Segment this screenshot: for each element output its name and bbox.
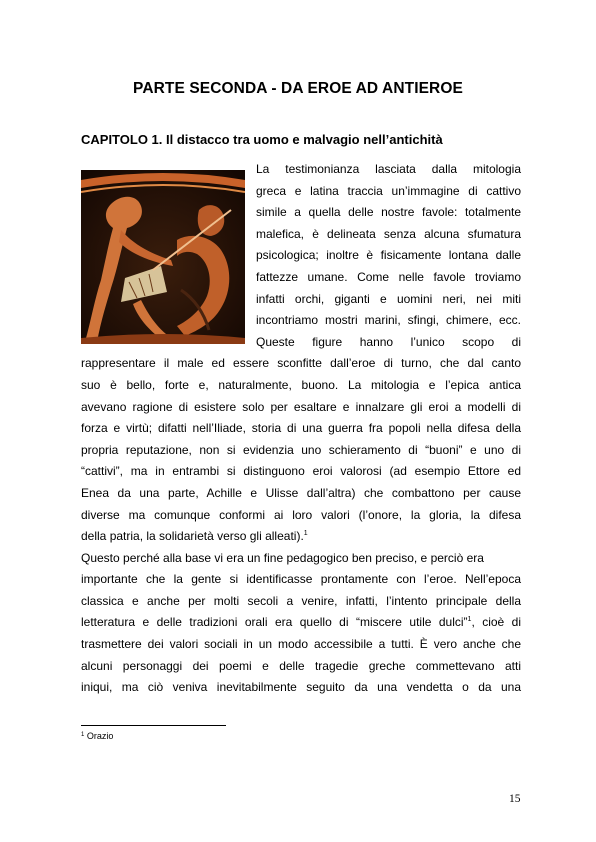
footnote (81, 731, 113, 741)
text-line: forza e virtù; difatti nell’Iliade, storia di una guerra fra popoli nella difesa della (81, 421, 521, 436)
body-text (81, 159, 521, 699)
text-line: trasmettere dei valori sociali in un modo accessibile a tutti. È vero anche che (81, 637, 521, 652)
text-line: rappresentare il male ed essere sconfitte dall’eroe di turno, che dal canto (81, 356, 521, 371)
text-line: La testimonianza lasciata dalla mitologia (256, 162, 521, 176)
part-title: PARTE SECONDA - DA EROE AD ANTIEROE (133, 80, 463, 97)
text-segment: della patria, la solidarietà verso gli alleati). (81, 529, 304, 544)
text-line: malefica, è delineata senza alcuna sfumatura (256, 226, 521, 241)
text-line: alcuni personaggi dei poemi e delle tragedie greche commettevano atti (81, 658, 521, 673)
footnote-separator (81, 725, 226, 726)
text-line: greca e latina traccia un’immagine di cattivo (256, 183, 521, 198)
text-line: psicologica; inoltre è fisicamente lontana dalle (256, 248, 521, 263)
footnote-text: Orazio (86, 731, 114, 741)
footnote-reference: 1 (467, 616, 472, 624)
text-line (81, 612, 521, 634)
text-line (81, 526, 521, 548)
text-line: “cattivi”, ma in entrambi si distinguono eroi valorosi (ad esempio Ettore ed (81, 464, 521, 479)
text-line: fattezze umane. Come nelle favole troviamo (256, 269, 521, 284)
text-segment: letteratura e delle tradizioni orali era quello di “miscere utile dulci” (81, 615, 468, 630)
text-line: suo è bello, forte e, naturalmente, buono. La mitologia e l’epica antica (81, 377, 521, 392)
text-line: iniqui, ma ciò veniva inevitabilmente seguito da una vendetta o da una (81, 680, 521, 695)
text-segment: , cioè di (471, 615, 521, 630)
text-line: Enea da una parte, Achille e Ulisse dall’altra) che combattono per cause (81, 485, 521, 500)
text-line: avevano ragione di esistere solo per esaltare e innalzare gli eroi a modelli di (81, 399, 521, 414)
text-line: simile a quella delle nostre favole: totalmente (256, 205, 521, 220)
text-line: incontriamo mostri marini, sfingi, chimere, ecc. (256, 313, 521, 328)
footnote-reference: 1 (303, 530, 308, 538)
text-line: Queste figure hanno l’unico scopo di (256, 334, 521, 349)
text-line: propria reputazione, non si evidenzia uno schieramento di “buoni” e uno di (81, 442, 521, 457)
text-line: infatti orchi, giganti e uomini neri, nei miti (256, 291, 521, 306)
text-line: Questo perché alla base vi era un fine pedagogico ben preciso, e perciò era (81, 550, 484, 565)
footnote-marker: 1 (81, 732, 85, 738)
text-line: importante che la gente si identificasse prontamente con l’eroe. Nell’epoca (81, 572, 521, 587)
text-line: diverse ma comunque conformi ai loro valori (l’onore, la gloria, la difesa (81, 507, 521, 522)
chapter-title: CAPITOLO 1. Il distacco tra uomo e malvagio nell’antichità (81, 132, 443, 147)
text-line: classica e anche per molti secoli a venire, infatti, l’intento principale della (81, 593, 521, 608)
page-number: 15 (509, 793, 521, 805)
